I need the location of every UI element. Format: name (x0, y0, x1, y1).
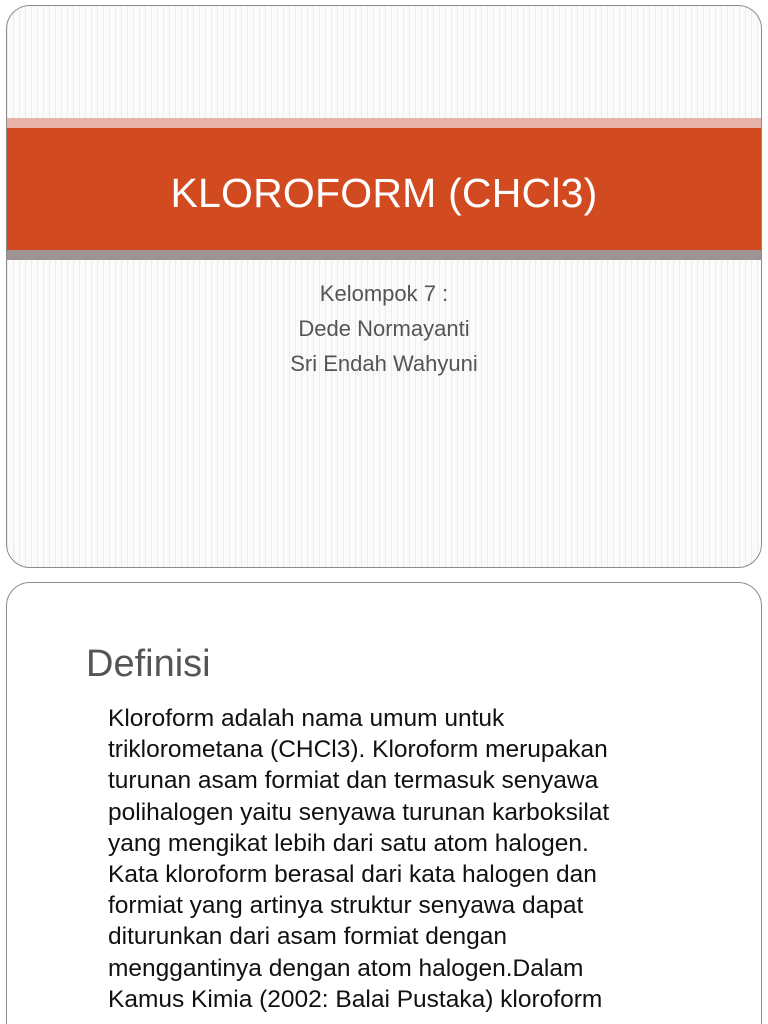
title-band-bottom-stripe (7, 250, 761, 260)
slide-subtitle (7, 276, 761, 381)
section-heading: Definisi (86, 643, 211, 685)
title-band-top-stripe (7, 118, 761, 128)
subtitle-line-author-1: Dede Normayanti (298, 316, 470, 341)
definition-paragraph: Kloroform adalah nama umum untuk triklorometana (CHCl3). Kloroform merupakan turunan asam formiat dan termasuk senyawa polihalogen yaitu senyawa turunan karboksilat yang mengikat lebih dari satu atom halogen. Kata kloroform berasal dari kata halogen dan formiat yang artinya struktur senyawa dapat diturunkan dari asam formiat dengan menggantinya dengan atom halogen.Dalam Kamus Kimia (2002: Balai Pustaka) kloroform (108, 705, 610, 1013)
definition-slide (6, 582, 762, 1024)
title-slide (6, 5, 762, 568)
subtitle-line-group: Kelompok 7 : (319, 281, 449, 306)
slide-title: KLOROFORM (CHCl3) (170, 169, 598, 216)
title-band (7, 128, 761, 250)
subtitle-line-author-2: Sri Endah Wahyuni (290, 351, 478, 376)
